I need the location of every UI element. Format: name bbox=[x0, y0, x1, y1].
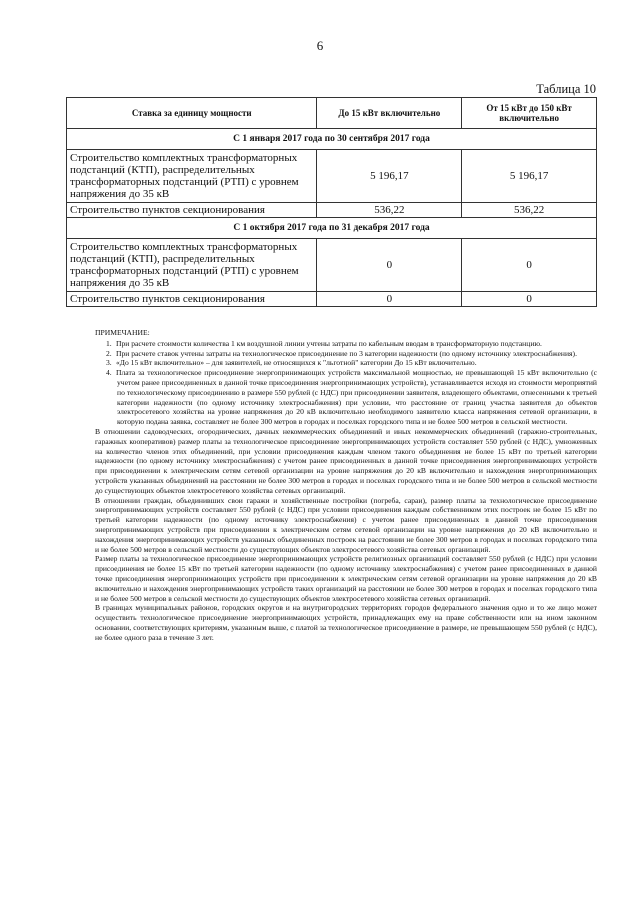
note-number: 3. bbox=[106, 358, 112, 368]
rates-table bbox=[66, 97, 597, 307]
table-row bbox=[67, 239, 597, 292]
note-paragraph: Размер платы за технологическое присоединение энергопринимающих устройств религиозных организаций составляет 550 рублей (с НДС) при условии присоединения не более 15 кВт по третьей категории надежности (по одному источнику электроснабжения) с учетом ранее присоединенных в данной точке присоединения энергопринимающих устройств при присоединении к электрическим сетям сетевой организации на уровне напряжения до 20 кВ включительно и нахождения энергопринимающих устройств таких организаций на расстоянии не более 300 метров в городах и поселках городского типа и не более 500 метров в сельской местности до существующих объектов электросетевого хозяйства сетевых организаций. bbox=[95, 554, 597, 603]
note-text: «До 15 кВт включительно» – для заявителей, не относящихся к "льготной" категории До 15 кВт включительно. bbox=[116, 358, 477, 368]
section-row bbox=[67, 129, 597, 150]
note-item bbox=[95, 358, 597, 368]
note-number: 4. bbox=[106, 368, 112, 378]
row-label: Строительство комплектных трансформаторных подстанций (КТП), распределительных трансформаторных подстанций (РТП) с уровнем напряжения до 35 кВ bbox=[67, 150, 317, 203]
table-row bbox=[67, 203, 597, 218]
row-value-15-to-150kw: 536,22 bbox=[462, 203, 597, 218]
note-paragraph: В отношении садоводческих, огороднических, дачных некоммерческих объединений и иных некоммерческих объединений (гаражно-строительных, гаражных кооперативов) размер платы за технологическое присоединение энергопринимающих устройств составляет 550 рублей (с НДС), умноженных на количество членов этих объединений, при условии присоединения каждым членом такого объединения не более 15 кВт по третьей категории надежности (по одному источнику электроснабжения) с учетом ранее присоединенных в данной точке присоединения энергопринимающих устройств при присоединении к электрическим сетям сетевой организации на уровне напряжения до 20 кВ включительно и нахождения энергопринимающих устройств указанных объединений на расстоянии не более 300 метров в городах и поселках городского типа и не более 500 метров в сельской местности до существующих объектов электросетевого хозяйства сетевых организаций. bbox=[95, 426, 597, 495]
note-item bbox=[95, 339, 597, 349]
header-rate: Ставка за единицу мощности bbox=[67, 98, 317, 129]
note-number: 1. bbox=[106, 338, 112, 348]
note-paragraph: В отношении граждан, объединивших свои гаражи и хозяйственные постройки (погреба, сараи), размер платы за технологическое присоединение энергопринимающих устройств составляет 550 рублей (с НДС) при условии присоединения каждым собственником этих построек не более 15 кВт по третьей категории надежности (по одному источнику электроснабжения) с учетом ранее присоединенных в данной точке присоединения энергопринимающих устройств при присоединении к электрическим сетям сетевой организации на уровне напряжения до 20 кВ включительно и нахождения энергопринимающих устройств указанных объединенных построек на расстоянии не более 300 метров в городах и поселках городского типа и не более 500 метров в сельской местности до существующих объектов электросетевого хозяйства сетевых организаций. bbox=[95, 495, 597, 554]
section-title: С 1 января 2017 года по 30 сентября 2017 года bbox=[67, 129, 597, 150]
row-label: Строительство пунктов секционирования bbox=[67, 292, 317, 307]
table-row bbox=[67, 150, 597, 203]
header-up-to-15kw: До 15 кВт включительно bbox=[317, 98, 462, 129]
note-item bbox=[95, 368, 597, 427]
notes-title: ПРИМЕЧАНИЕ: bbox=[95, 328, 150, 337]
note-text: При расчете ставок учтены затраты на технологическое присоединение по 3 категории надежности (по одному источнику электроснабжения). bbox=[116, 348, 577, 358]
row-value-up-to-15kw: 0 bbox=[317, 292, 462, 307]
table-row bbox=[67, 292, 597, 307]
note-item bbox=[95, 349, 597, 359]
table-caption: Таблица 10 bbox=[536, 82, 596, 96]
row-value-up-to-15kw: 5 196,17 bbox=[317, 150, 462, 203]
note-text: Плата за технологическое присоединение энергопринимающих устройств максимальной мощностью, не превышающей 15 кВт включительно (с учетом ранее присоединенных в данной точке присоединения энергопринимающих устройств), устанавливается исходя из стоимости мероприятий по технологическому присоединению в размере 550 рублей (с НДС) при присоединении заявителя, владеющего объектами, отнесенными к третьей категории надежности (по одному источнику электроснабжения) при условии, что расстояние от границ участка заявителя до объектов электросетевого хозяйства на уровне напряжения до 20 кВ включительно необходимого заявителю класса напряжения сетевой организации, в которую подана заявка, составляет не более 300 метров в городах и поселках городского типа и не более 500 метров в сельской местности. bbox=[116, 368, 597, 427]
row-value-15-to-150kw: 0 bbox=[462, 239, 597, 292]
row-value-up-to-15kw: 536,22 bbox=[317, 203, 462, 218]
note-paragraph: В границах муниципальных районов, городских округов и на внутригородских территориях городов федерального значения одно и то же лицо может осуществить технологическое присоединение энергопринимающих устройств, принадлежащих ему на праве собственности или на ином законном основании, соответствующих критериям, указанным выше, с платой за технологическое присоединение в размере, не превышающем 550 рублей (с НДС), не более одного раза в течение 3 лет. bbox=[95, 603, 597, 642]
row-value-15-to-150kw: 5 196,17 bbox=[462, 150, 597, 203]
table-header-row bbox=[67, 98, 597, 129]
notes-section bbox=[95, 328, 597, 643]
row-value-15-to-150kw: 0 bbox=[462, 292, 597, 307]
page-number: 6 bbox=[316, 38, 324, 53]
section-row bbox=[67, 218, 597, 239]
note-text: При расчете стоимости количества 1 км воздушной линии учтены затраты по кабельным вводам в трансформаторную подстанцию. bbox=[116, 338, 542, 348]
row-label: Строительство комплектных трансформаторных подстанций (КТП), распределительных трансформаторных подстанций (РТП) с уровнем напряжения до 35 кВ bbox=[67, 239, 317, 292]
note-number: 2. bbox=[106, 348, 112, 358]
row-value-up-to-15kw: 0 bbox=[317, 239, 462, 292]
header-15-to-150kw: От 15 кВт до 150 кВт включительно bbox=[462, 98, 597, 129]
row-label: Строительство пунктов секционирования bbox=[67, 203, 317, 218]
section-title: С 1 октября 2017 года по 31 декабря 2017 года bbox=[67, 218, 597, 239]
